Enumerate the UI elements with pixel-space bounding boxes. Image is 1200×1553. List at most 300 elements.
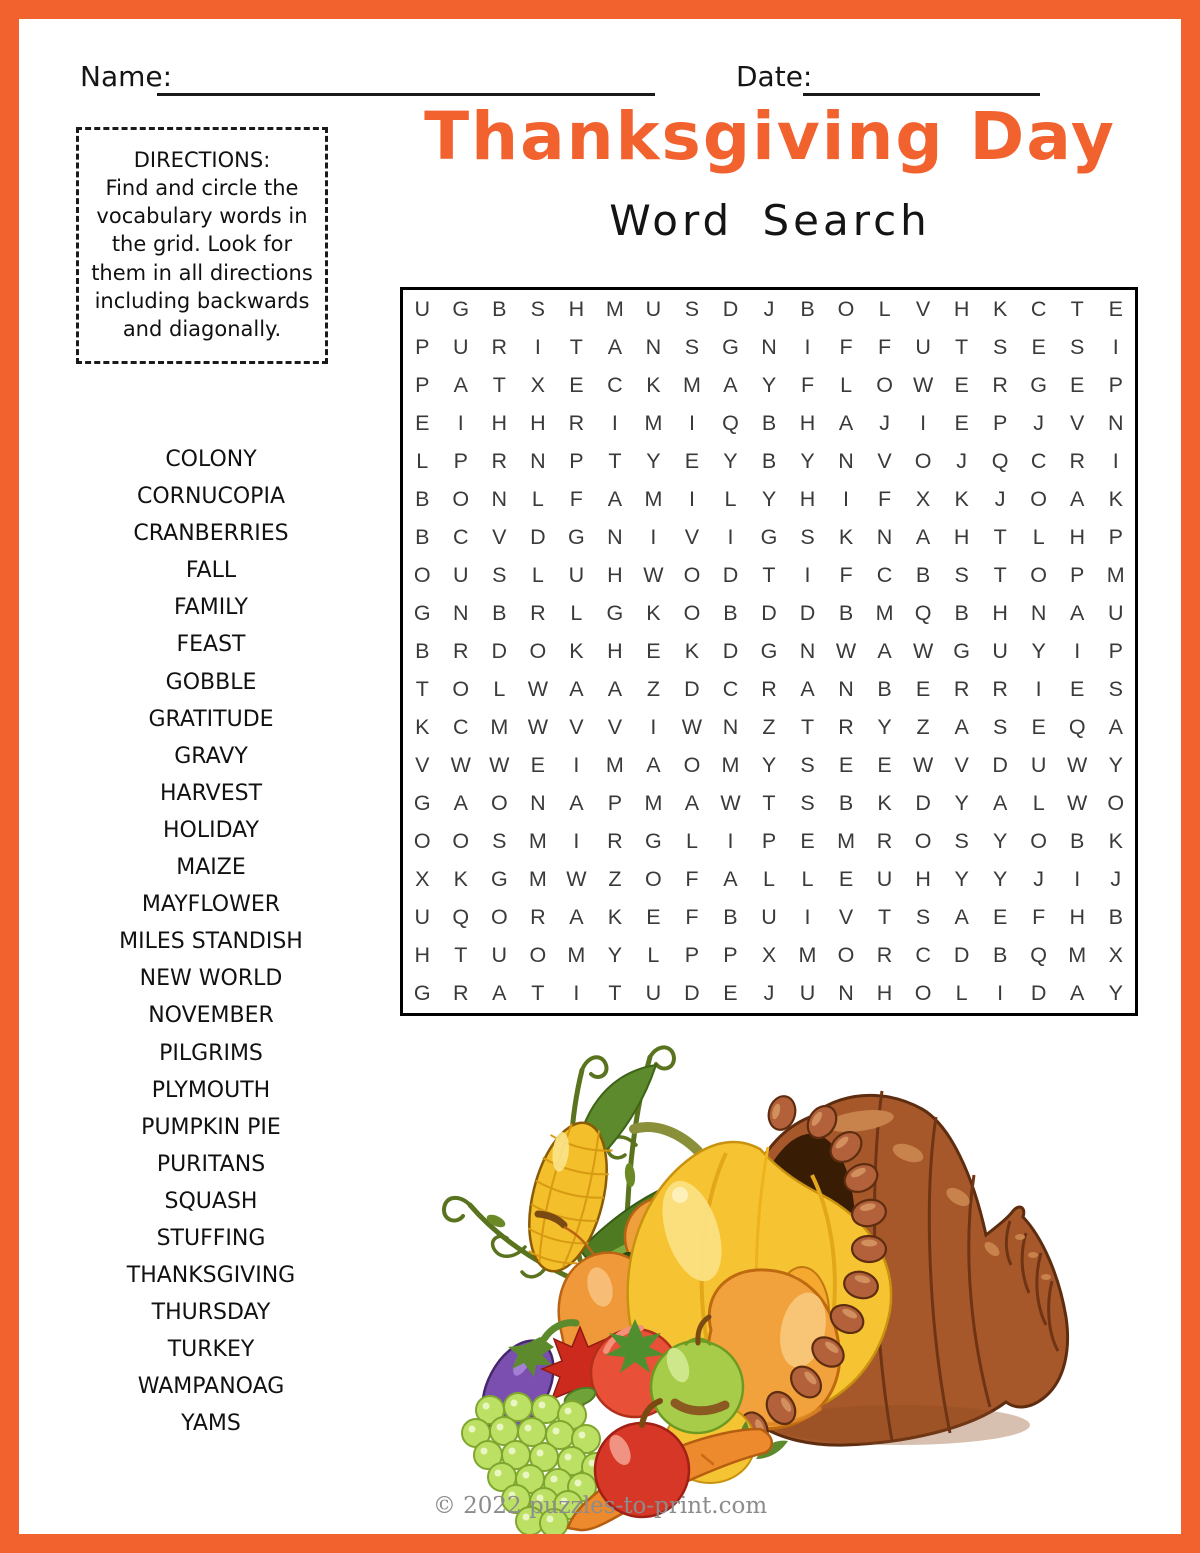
grid-cell: I bbox=[727, 524, 734, 549]
grid-cell: U bbox=[453, 562, 469, 587]
grid-cell: E bbox=[838, 753, 854, 778]
grid-cell: A bbox=[1070, 600, 1085, 625]
grid-cell: C bbox=[1030, 296, 1047, 321]
grid-cell: I bbox=[573, 829, 580, 854]
grid-cell: S bbox=[530, 296, 545, 321]
grid-cell: U bbox=[876, 867, 893, 892]
grid-cell: V bbox=[607, 715, 623, 740]
word-list-item: STUFFING bbox=[156, 1225, 266, 1251]
grid-cell: G bbox=[490, 867, 508, 892]
grid-cell: P bbox=[1108, 524, 1123, 549]
grid-cell: O bbox=[490, 791, 508, 816]
grid-cell: T bbox=[993, 562, 1007, 587]
grid-cell: E bbox=[569, 372, 584, 397]
grid-cell: E bbox=[838, 867, 854, 892]
grid-cell: C bbox=[453, 524, 469, 549]
grid-cell: U bbox=[568, 562, 585, 587]
grid-cell: D bbox=[722, 638, 739, 663]
grid-cell: M bbox=[490, 715, 509, 740]
grid-cell: T bbox=[492, 372, 506, 397]
grid-cell: L bbox=[647, 943, 660, 968]
grid-cell: G bbox=[953, 638, 970, 663]
grid-cell: W bbox=[1067, 753, 1088, 778]
grid-cell: K bbox=[684, 638, 700, 663]
grid-cell: U bbox=[414, 905, 431, 930]
grid-cell: M bbox=[567, 943, 586, 968]
grid-cell: Y bbox=[992, 829, 1008, 854]
grid-cell: N bbox=[530, 791, 546, 816]
grid-cell: F bbox=[878, 486, 892, 511]
grid-cell: H bbox=[876, 981, 893, 1006]
grid-cell: A bbox=[800, 677, 815, 702]
word-list-item: MILES STANDISH bbox=[119, 929, 303, 955]
grid-cell: N bbox=[1030, 600, 1047, 625]
word-list-item: SQUASH bbox=[164, 1188, 258, 1214]
grid-cell: F bbox=[878, 334, 892, 359]
grid-cell: N bbox=[453, 600, 469, 625]
grid-cell: O bbox=[914, 448, 932, 473]
footer-copyright: © 2022 puzzles-to-print.com bbox=[432, 1493, 768, 1519]
grid-cell: S bbox=[684, 296, 700, 321]
grid-cell: P bbox=[992, 410, 1008, 435]
grid-cell: T bbox=[762, 562, 776, 587]
name-label: Name: bbox=[80, 60, 173, 93]
word-list-item: HARVEST bbox=[159, 780, 263, 806]
grid-cell: B bbox=[1070, 829, 1085, 854]
grid-cell: Q bbox=[722, 410, 739, 435]
grid-cell: N bbox=[761, 334, 777, 359]
grid-cell: P bbox=[1108, 638, 1123, 663]
grid-cell: L bbox=[840, 372, 853, 397]
grid-cell: Q bbox=[1068, 715, 1086, 740]
grid-cell: C bbox=[453, 715, 469, 740]
grid-cell: B bbox=[492, 600, 507, 625]
grid-cell: B bbox=[877, 677, 892, 702]
word-list-item: FAMILY bbox=[174, 595, 248, 621]
grid-cell: V bbox=[492, 524, 507, 549]
grid-cell: A bbox=[569, 791, 584, 816]
grid-cell: B bbox=[415, 524, 430, 549]
grid-cell: B bbox=[761, 448, 777, 473]
grid-cell: H bbox=[1069, 524, 1085, 549]
grid-cell: M bbox=[721, 753, 740, 778]
grid-cell: T bbox=[454, 943, 468, 968]
grid-cell: K bbox=[1108, 486, 1123, 511]
grid-cell: Y bbox=[954, 867, 969, 892]
grid-cell: V bbox=[838, 905, 854, 930]
grid-cell: C bbox=[876, 562, 893, 587]
grid-cell: H bbox=[530, 410, 546, 435]
grid-cell: L bbox=[724, 486, 737, 511]
grid-cell: E bbox=[877, 753, 892, 778]
grid-cell: P bbox=[761, 829, 777, 854]
grid-cell: Y bbox=[761, 372, 777, 397]
grid-cell: S bbox=[492, 829, 507, 854]
grid-cell: B bbox=[761, 410, 777, 435]
grid-cell: W bbox=[912, 753, 934, 778]
grid-cell: N bbox=[838, 448, 854, 473]
grid-cell: F bbox=[1032, 905, 1046, 930]
word-list-item: MAYFLOWER bbox=[141, 892, 281, 918]
grid-cell: M bbox=[605, 753, 624, 778]
grid-cell: D bbox=[1030, 981, 1047, 1006]
grid-cell: M bbox=[528, 867, 547, 892]
grid-cell: O bbox=[529, 943, 547, 968]
grid-cell: T bbox=[762, 791, 776, 816]
grid-cell: G bbox=[567, 524, 585, 549]
grid-cell: T bbox=[878, 905, 892, 930]
grid-cell: J bbox=[956, 448, 967, 473]
grid-cell: O bbox=[413, 829, 431, 854]
grid-cell: X bbox=[415, 867, 430, 892]
grid-cell: D bbox=[722, 562, 739, 587]
word-list-item: THURSDAY bbox=[151, 1300, 271, 1326]
grid-cell: M bbox=[528, 829, 547, 854]
grid-cell: B bbox=[1108, 905, 1123, 930]
grid-cell: R bbox=[761, 677, 777, 702]
grid-cell: M bbox=[1106, 562, 1125, 587]
word-list-item: PLYMOUTH bbox=[151, 1077, 271, 1103]
grid-cell: Y bbox=[800, 448, 815, 473]
grid-cell: L bbox=[685, 829, 698, 854]
grid-cell: Z bbox=[762, 715, 776, 740]
grid-cell: E bbox=[1070, 677, 1085, 702]
grid-cell: T bbox=[993, 524, 1007, 549]
grid-cell: S bbox=[1108, 677, 1123, 702]
grid-cell: D bbox=[491, 638, 508, 663]
grid-cell: E bbox=[992, 905, 1008, 930]
grid-cell: A bbox=[877, 638, 892, 663]
grid-cell: P bbox=[723, 943, 738, 968]
grid-cell: Z bbox=[608, 867, 622, 892]
grid-cell: H bbox=[568, 296, 585, 321]
grid-cell: O bbox=[529, 638, 547, 663]
grid-cell: U bbox=[1030, 753, 1047, 778]
grid-cell: L bbox=[878, 296, 891, 321]
word-list-item: CRANBERRIES bbox=[133, 521, 289, 547]
grid-cell: S bbox=[1070, 334, 1085, 359]
grid-cell: O bbox=[683, 562, 701, 587]
grid-cell: G bbox=[645, 829, 662, 854]
grid-cell: N bbox=[838, 981, 854, 1006]
grid-cell: H bbox=[992, 600, 1008, 625]
grid-cell: I bbox=[1112, 448, 1119, 473]
grid-cell: C bbox=[1030, 448, 1047, 473]
grid-cell: T bbox=[608, 448, 622, 473]
grid-cell: M bbox=[644, 791, 663, 816]
grid-cell: W bbox=[527, 677, 548, 702]
grid-cell: O bbox=[1030, 829, 1048, 854]
grid-cell: E bbox=[723, 981, 738, 1006]
grid-cell: J bbox=[1033, 410, 1045, 435]
grid-cell: I bbox=[534, 334, 541, 359]
grid-cell: J bbox=[763, 981, 775, 1006]
grid-cell: L bbox=[1032, 791, 1045, 816]
grid-cell: K bbox=[1108, 829, 1123, 854]
grid-cell: R bbox=[453, 638, 469, 663]
word-list-item: HOLIDAY bbox=[163, 817, 259, 843]
grid-cell: P bbox=[607, 791, 623, 816]
grid-cell: I bbox=[688, 486, 695, 511]
grid-cell: I bbox=[650, 715, 657, 740]
grid-cell: I bbox=[650, 524, 657, 549]
grid-cell: F bbox=[685, 905, 699, 930]
grid-cell: R bbox=[491, 448, 508, 473]
grid-cell: K bbox=[569, 638, 584, 663]
directions-heading: DIRECTIONS: bbox=[133, 148, 271, 172]
grid-cell: P bbox=[1108, 372, 1123, 397]
grid-cell: R bbox=[1069, 448, 1085, 473]
word-list-item: GRAVY bbox=[174, 743, 248, 769]
grid-cell: U bbox=[1107, 600, 1124, 625]
grid-cell: O bbox=[645, 867, 662, 892]
grid-cell: Q bbox=[452, 905, 470, 930]
grid-cell: O bbox=[683, 600, 701, 625]
grid-cell: B bbox=[723, 905, 738, 930]
grid-cell: T bbox=[531, 981, 545, 1006]
word-list-item: PUMPKIN PIE bbox=[141, 1114, 281, 1140]
grid-cell: O bbox=[1030, 486, 1048, 511]
grid-cell: P bbox=[453, 448, 468, 473]
grid-cell: L bbox=[493, 677, 506, 702]
grid-cell: G bbox=[413, 791, 431, 816]
grid-cell: B bbox=[723, 600, 738, 625]
grid-cell: O bbox=[837, 943, 855, 968]
grid-cell: H bbox=[607, 638, 623, 663]
grid-cell: K bbox=[838, 524, 854, 549]
grid-cell: B bbox=[800, 296, 815, 321]
grid-cell: X bbox=[530, 372, 545, 397]
grid-cell: R bbox=[530, 905, 546, 930]
grid-cell: U bbox=[453, 334, 469, 359]
grid-cell: P bbox=[1070, 562, 1085, 587]
grid-cell: D bbox=[530, 524, 546, 549]
grid-cell: K bbox=[646, 372, 661, 397]
grid-cell: I bbox=[843, 486, 850, 511]
grid-cell: T bbox=[800, 715, 815, 740]
grid-cell: J bbox=[1033, 867, 1045, 892]
grid-cell: B bbox=[838, 791, 854, 816]
grid-cell: I bbox=[688, 410, 695, 435]
grid-cell: E bbox=[1108, 296, 1123, 321]
grid-cell: O bbox=[452, 829, 470, 854]
word-list-item: GOBBLE bbox=[165, 669, 257, 695]
grid-cell: K bbox=[453, 867, 468, 892]
grid-cell: O bbox=[1107, 791, 1125, 816]
grid-cell: A bbox=[492, 981, 507, 1006]
grid-cell: I bbox=[1074, 867, 1081, 892]
grid-cell: B bbox=[954, 600, 969, 625]
grid-cell: O bbox=[452, 677, 470, 702]
grid-cell: L bbox=[416, 448, 429, 473]
grid-cell: H bbox=[953, 524, 970, 549]
grid-cell: O bbox=[837, 296, 855, 321]
grid-cell: I bbox=[573, 753, 580, 778]
grid-cell: G bbox=[1030, 372, 1048, 397]
grid-cell: I bbox=[920, 410, 927, 435]
grid-cell: H bbox=[799, 486, 816, 511]
grid-cell: D bbox=[684, 981, 700, 1006]
grid-cell: O bbox=[914, 829, 932, 854]
grid-cell: B bbox=[992, 943, 1008, 968]
grid-cell: A bbox=[723, 372, 738, 397]
grid-cell: H bbox=[915, 867, 931, 892]
grid-cell: N bbox=[722, 715, 739, 740]
grid-cell: R bbox=[876, 943, 893, 968]
grid-cell: D bbox=[915, 791, 931, 816]
word-list-item: FEAST bbox=[176, 632, 246, 658]
grid-cell: N bbox=[607, 524, 623, 549]
word-list-item: CORNUCOPIA bbox=[136, 484, 285, 510]
grid-cell: A bbox=[684, 791, 700, 816]
grid-cell: R bbox=[992, 372, 1008, 397]
grid-cell: E bbox=[1031, 715, 1046, 740]
grid-cell: Y bbox=[1031, 638, 1046, 663]
grid-cell: A bbox=[607, 677, 623, 702]
grid-cell: B bbox=[915, 562, 931, 587]
grid-cell: W bbox=[720, 791, 741, 816]
grid-cell: I bbox=[804, 905, 811, 930]
grid-cell: A bbox=[607, 334, 623, 359]
grid-cell: R bbox=[453, 981, 469, 1006]
grid-cell: A bbox=[453, 791, 468, 816]
grid-cell: X bbox=[915, 486, 931, 511]
grid-cell: S bbox=[800, 524, 815, 549]
grid-cell: B bbox=[415, 486, 430, 511]
grid-cell: E bbox=[915, 677, 931, 702]
grid-cell: M bbox=[605, 296, 624, 321]
grid-cell: L bbox=[531, 486, 544, 511]
grid-cell: C bbox=[607, 372, 623, 397]
grid-cell: D bbox=[992, 753, 1008, 778]
grid-cell: L bbox=[1032, 524, 1045, 549]
grid-cell: U bbox=[645, 981, 662, 1006]
grid-cell: Y bbox=[1108, 753, 1123, 778]
grid-cell: F bbox=[685, 867, 699, 892]
grid-cell: U bbox=[645, 296, 662, 321]
grid-cell: I bbox=[1112, 334, 1119, 359]
word-list-item: FALL bbox=[185, 558, 237, 584]
grid-cell: G bbox=[606, 600, 624, 625]
word-list-item: NOVEMBER bbox=[148, 1003, 274, 1029]
grid-cell: P bbox=[569, 448, 584, 473]
grid-cell: G bbox=[760, 638, 778, 663]
grid-cell: J bbox=[994, 486, 1006, 511]
grid-cell: I bbox=[727, 829, 734, 854]
grid-cell: F bbox=[569, 486, 583, 511]
grid-cell: S bbox=[954, 562, 969, 587]
word-list-item: NEW WORLD bbox=[139, 966, 283, 992]
grid-cell: L bbox=[763, 867, 775, 892]
grid-cell: W bbox=[912, 372, 934, 397]
grid-cell: D bbox=[684, 677, 700, 702]
grid-cell: A bbox=[1070, 486, 1085, 511]
grid-cell: C bbox=[915, 943, 931, 968]
word-list-item: YAMS bbox=[181, 1411, 241, 1437]
grid-cell: A bbox=[1070, 981, 1085, 1006]
grid-cell: S bbox=[992, 715, 1008, 740]
grid-cell: U bbox=[799, 981, 816, 1006]
grid-cell: D bbox=[953, 943, 970, 968]
grid-cell: W bbox=[566, 867, 587, 892]
grid-cell: J bbox=[1110, 867, 1122, 892]
grid-cell: V bbox=[415, 753, 430, 778]
grid-cell: U bbox=[414, 296, 431, 321]
grid-cell: P bbox=[684, 943, 700, 968]
grid-cell: F bbox=[800, 372, 815, 397]
grid-cell: I bbox=[1074, 638, 1081, 663]
grid-cell: M bbox=[875, 600, 894, 625]
grid-cell: V bbox=[1070, 410, 1085, 435]
grid-cell: O bbox=[490, 905, 508, 930]
grid-cell: G bbox=[413, 981, 431, 1006]
grid-cell: S bbox=[684, 334, 700, 359]
grid-cell: K bbox=[954, 486, 969, 511]
grid-cell: I bbox=[611, 410, 618, 435]
grid-cell: Y bbox=[992, 867, 1008, 892]
grid-cell: O bbox=[1030, 562, 1048, 587]
grid-cell: H bbox=[1069, 905, 1085, 930]
grid-cell: G bbox=[722, 334, 739, 359]
grid-cell: L bbox=[801, 867, 814, 892]
grid-cell: P bbox=[415, 372, 430, 397]
grid-cell: U bbox=[915, 334, 931, 359]
grid-cell: I bbox=[997, 981, 1004, 1006]
grid-cell: W bbox=[1067, 791, 1088, 816]
grid-cell: M bbox=[837, 829, 855, 854]
date-label: Date: bbox=[736, 60, 813, 93]
grid-cell: S bbox=[800, 791, 815, 816]
puzzle-subtitle: Word Search bbox=[609, 196, 931, 245]
grid-cell: V bbox=[684, 524, 700, 549]
grid-cell: V bbox=[877, 448, 892, 473]
grid-cell: E bbox=[646, 638, 661, 663]
grid-cell: U bbox=[491, 943, 508, 968]
grid-cell: E bbox=[684, 448, 700, 473]
grid-cell: E bbox=[954, 410, 969, 435]
grid-cell: T bbox=[569, 334, 583, 359]
grid-cell: W bbox=[450, 753, 471, 778]
grid-cell: L bbox=[531, 562, 544, 587]
grid-cell: K bbox=[877, 791, 892, 816]
grid-cell: X bbox=[1108, 943, 1123, 968]
grid-cell: S bbox=[992, 334, 1008, 359]
grid-cell: B bbox=[415, 638, 430, 663]
grid-cell: N bbox=[1107, 410, 1124, 435]
grid-cell: D bbox=[799, 600, 816, 625]
grid-cell: R bbox=[953, 677, 970, 702]
grid-cell: U bbox=[761, 905, 777, 930]
grid-cell: H bbox=[953, 296, 970, 321]
grid-cell: R bbox=[530, 600, 546, 625]
grid-cell: W bbox=[489, 753, 510, 778]
grid-cell: I bbox=[804, 562, 811, 587]
grid-cell: E bbox=[530, 753, 545, 778]
grid-cell: X bbox=[761, 943, 777, 968]
word-list-item: GRATITUDE bbox=[148, 706, 274, 732]
grid-cell: R bbox=[568, 410, 585, 435]
grid-cell: E bbox=[800, 829, 815, 854]
grid-cell: A bbox=[453, 372, 468, 397]
word-list-item: TURKEY bbox=[167, 1337, 255, 1363]
grid-cell: N bbox=[491, 486, 508, 511]
grid-cell: Z bbox=[916, 715, 930, 740]
grid-cell: R bbox=[491, 334, 508, 359]
grid-cell: A bbox=[569, 905, 584, 930]
grid-cell: Z bbox=[646, 677, 660, 702]
grid-cell: G bbox=[413, 600, 431, 625]
grid-cell: O bbox=[914, 981, 932, 1006]
